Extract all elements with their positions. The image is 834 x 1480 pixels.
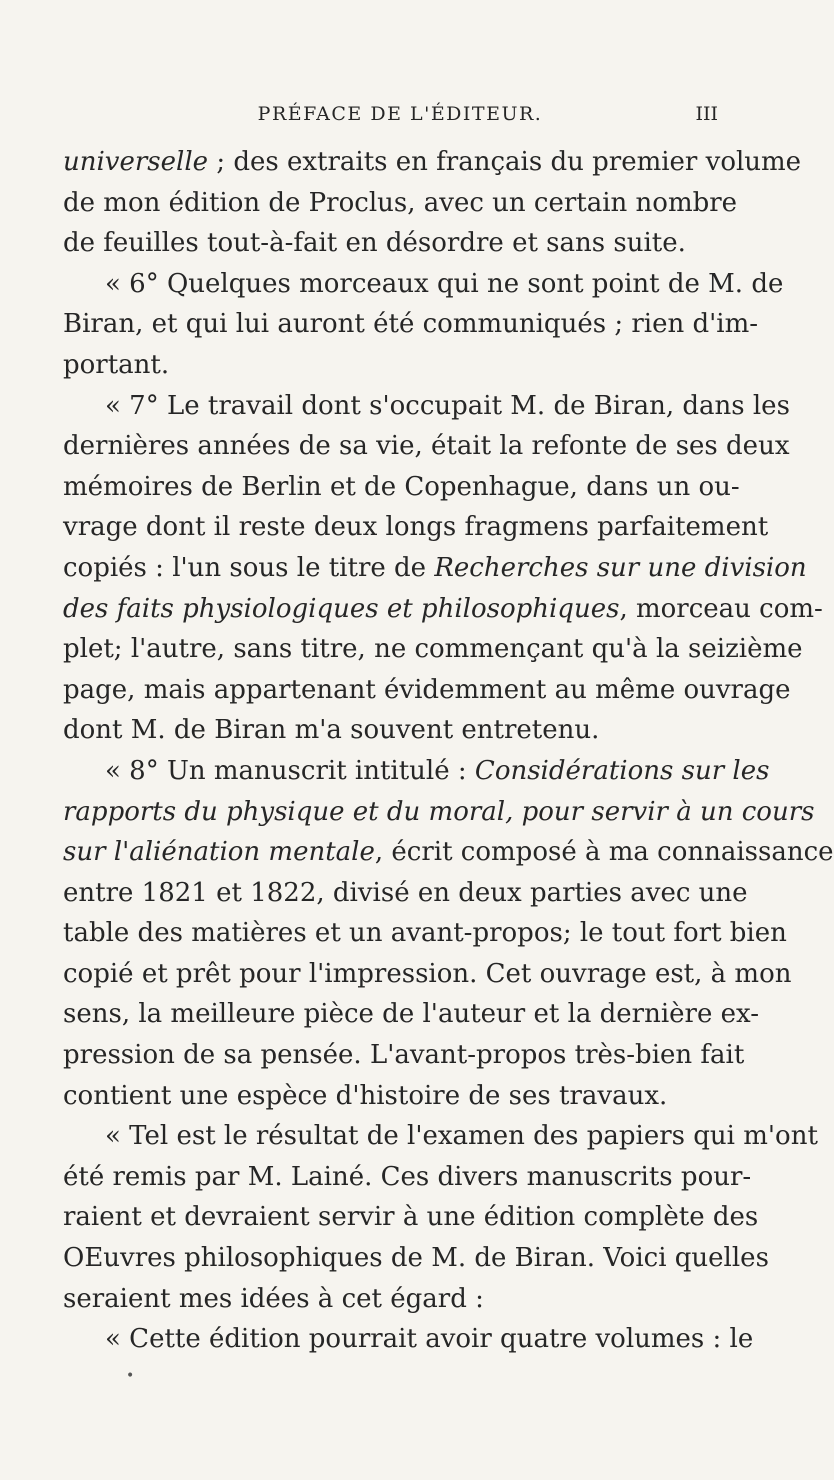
text-run: sens, la meilleure pièce de l'auteur et la dernière ex- (63, 999, 760, 1030)
text-line (63, 1116, 818, 1157)
text-run: « 8° Un manuscrit intitulé : (105, 755, 475, 786)
text-run: contient une espèce d'histoire de ses travaux. (63, 1080, 668, 1111)
text-run: pression de sa pensée. L'avant-propos très-bien fait (63, 1040, 745, 1071)
text-line (63, 507, 769, 548)
text-run: ; des extraits en français du premier volume (208, 147, 802, 177)
text-line (63, 792, 815, 833)
italic-text: Recherches sur une division (434, 552, 807, 583)
text-run: copié et prêt pour l'impression. Cet ouvrage est, à mon (63, 958, 792, 989)
italic-text: rapports du physique et du moral, pour servir à un cours (63, 796, 815, 827)
italic-text: Considérations sur les (474, 755, 770, 786)
text-run: dernières années de sa vie, était la refonte de ses deux (63, 431, 790, 462)
text-run: dont M. de Biran m'a souvent entretenu. (63, 715, 600, 746)
text-run: copiés : l'un sous le titre de (63, 552, 435, 583)
text-line (63, 832, 834, 873)
text-line (63, 873, 748, 914)
text-run: , morceau com- (619, 593, 823, 624)
text-line (63, 1279, 735, 1320)
text-line (63, 1197, 759, 1238)
text-line (63, 142, 802, 183)
text-run: page, mais appartenant évidemment au même ouvrage (63, 674, 791, 705)
print-speck: • (126, 1368, 135, 1384)
text-line (63, 670, 791, 711)
text-line (63, 954, 792, 995)
body-text (63, 142, 834, 1360)
text-line (63, 304, 759, 345)
running-head-title: PRÉFACE DE L'ÉDITEUR. (257, 103, 543, 125)
text-run: raient et devraient servir à une édition complète des (63, 1202, 759, 1233)
text-line (63, 223, 735, 264)
text-line (63, 264, 784, 305)
italic-text: universelle (63, 147, 209, 177)
text-line (63, 386, 790, 427)
text-run: « 7° Le travail dont s'occupait M. de Biran, dans les (105, 390, 790, 421)
text-line (63, 1035, 745, 1076)
text-run: vrage dont il reste deux longs fragmens parfaitement (63, 512, 769, 543)
text-run: de feuilles tout-à-fait en désordre et sans suite. (63, 228, 686, 259)
text-line (63, 1319, 754, 1360)
italic-text: sur l'aliénation mentale (63, 837, 375, 868)
text-line (63, 426, 790, 467)
text-line (63, 1157, 752, 1198)
text-line (63, 183, 738, 224)
text-line (63, 467, 740, 508)
text-line (63, 1238, 769, 1279)
italic-text: des faits physiologiques et philosophiques (63, 593, 620, 624)
text-line (63, 345, 735, 386)
text-line (63, 751, 770, 792)
page-number: III (695, 103, 718, 125)
text-run: plet; l'autre, sans titre, ne commençant qu'à la seizième (63, 634, 803, 665)
text-run: de mon édition de Proclus, avec un certain nombre (63, 187, 738, 218)
running-header (0, 103, 800, 143)
text-run: « Cette édition pourrait avoir quatre volumes : le (105, 1324, 754, 1355)
text-run: , écrit composé à ma connaissance (374, 837, 834, 868)
text-run: OEuvres philosophiques de M. de Biran. Voici quelles (63, 1243, 769, 1274)
text-line (63, 1076, 735, 1117)
text-line (63, 548, 807, 589)
text-run: « Tel est le résultat de l'examen des papiers qui m'ont (105, 1121, 818, 1152)
text-run: table des matières et un avant-propos; le tout fort bien (63, 918, 787, 949)
text-run: « 6° Quelques morceaux qui ne sont point de M. de (105, 268, 784, 299)
text-line (63, 589, 823, 630)
text-run: mémoires de Berlin et de Copenhague, dans un ou- (63, 471, 740, 502)
text-run: portant. (63, 349, 170, 380)
text-run: seraient mes idées à cet égard : (63, 1283, 484, 1314)
text-run: Biran, et qui lui auront été communiqués ; rien d'im- (63, 309, 759, 340)
text-run: été remis par M. Lainé. Ces divers manuscrits pour- (63, 1161, 752, 1192)
text-line (63, 629, 803, 670)
text-line (63, 913, 787, 954)
text-line (63, 710, 735, 751)
text-line (63, 994, 760, 1035)
text-run: entre 1821 et 1822, divisé en deux parties avec une (63, 877, 748, 908)
